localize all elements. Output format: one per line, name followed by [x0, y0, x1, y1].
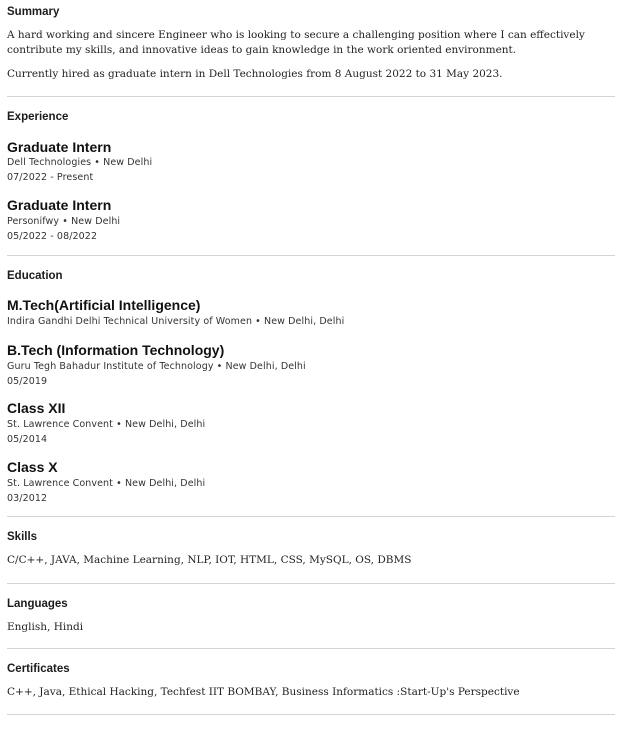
education-dates: 05/2014	[7, 434, 48, 445]
education-heading: Education	[7, 270, 63, 282]
summary-heading: Summary	[7, 6, 60, 18]
education-title: Class X	[7, 459, 58, 475]
experience-title: Graduate Intern	[7, 197, 112, 213]
education-title: M.Tech(Artificial Intelligence)	[7, 297, 201, 313]
skills-heading: Skills	[7, 531, 38, 543]
experience-dates: 07/2022 - Present	[7, 172, 94, 183]
summary-paragraph: A hard working and sincere Engineer who is looking to secure a challenging position where I can effectively contribute my skills, and innovative ideas to gain knowledge in the work oriented environment.	[7, 29, 585, 56]
section-divider	[7, 648, 615, 649]
languages-list: English, Hindi	[7, 621, 84, 633]
section-divider	[7, 714, 615, 715]
experience-org: Personifwy • New Delhi	[7, 216, 121, 227]
experience-heading: Experience	[7, 111, 69, 123]
section-divider	[7, 96, 615, 97]
education-institution: Indira Gandhi Delhi Technical University of Women • New Delhi, Delhi	[7, 316, 345, 327]
education-title: Class XII	[7, 400, 66, 416]
section-divider	[7, 255, 615, 256]
education-institution: St. Lawrence Convent • New Delhi, Delhi	[7, 478, 206, 489]
experience-dates: 05/2022 - 08/2022	[7, 231, 98, 242]
certificates-list: C++, Java, Ethical Hacking, Techfest IIT BOMBAY, Business Informatics :Start-Up's Perspective	[7, 686, 520, 698]
experience-title: Graduate Intern	[7, 139, 112, 155]
languages-heading: Languages	[7, 598, 68, 610]
summary-current-role: Currently hired as graduate intern in Dell Technologies from 8 August 2022 to 31 May 2023.	[7, 68, 503, 80]
education-dates: 03/2012	[7, 493, 48, 504]
certificates-heading: Certificates	[7, 663, 70, 675]
section-divider	[7, 516, 615, 517]
education-institution: Guru Tegh Bahadur Institute of Technology • New Delhi, Delhi	[7, 361, 306, 372]
education-dates: 05/2019	[7, 376, 48, 387]
education-institution: St. Lawrence Convent • New Delhi, Delhi	[7, 419, 206, 430]
section-divider	[7, 583, 615, 584]
education-title: B.Tech (Information Technology)	[7, 342, 225, 358]
experience-org: Dell Technologies • New Delhi	[7, 157, 153, 168]
skills-list: C/C++, JAVA, Machine Learning, NLP, IOT, HTML, CSS, MySQL, OS, DBMS	[7, 554, 412, 566]
